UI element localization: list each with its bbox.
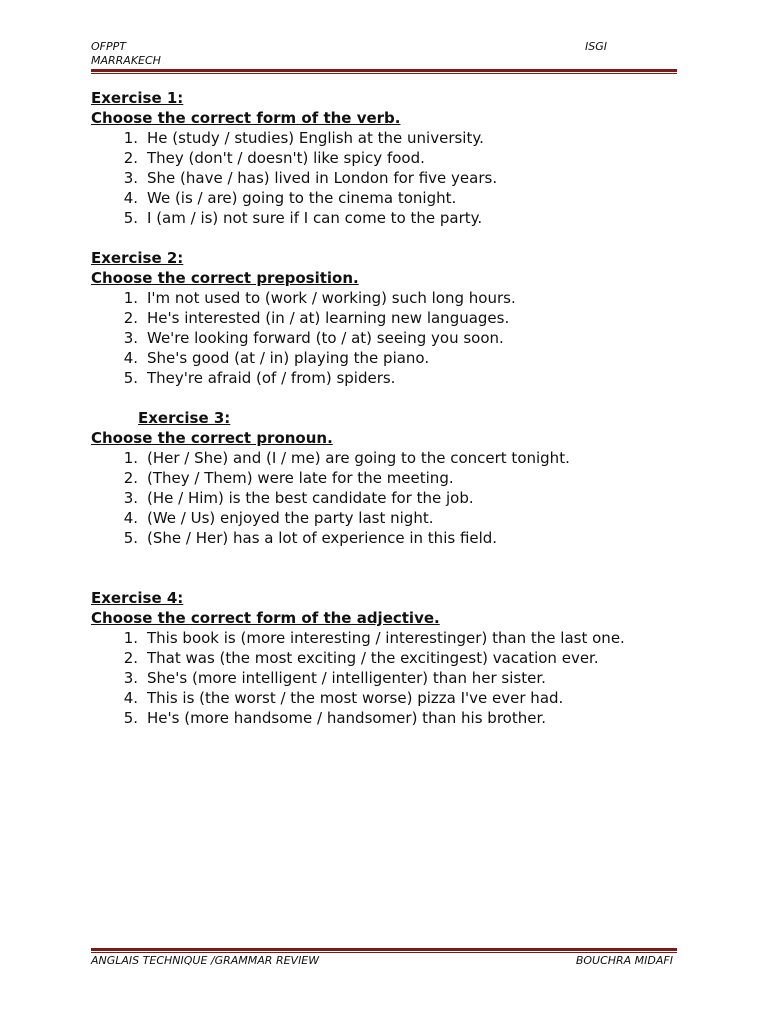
worksheet-content	[91, 88, 681, 728]
item-text: (We / Us) enjoyed the party last night.	[147, 509, 434, 527]
exercise-3	[91, 408, 681, 548]
exercise-instruction: Choose the correct pronoun.	[91, 429, 333, 447]
item-text: He (study / studies) English at the university.	[147, 129, 484, 147]
list-item: 3. We're looking forward (to / at) seeing you soon.	[123, 329, 504, 347]
exercise-title: Exercise 1:	[91, 89, 184, 107]
list-item: 4. (We / Us) enjoyed the party last night.	[123, 509, 434, 527]
list-item: 3. She (have / has) lived in London for five years.	[123, 169, 498, 187]
header-org: OFPPT	[91, 40, 126, 53]
item-text: They're afraid (of / from) spiders.	[147, 369, 396, 387]
item-text: This book is (more interesting / interestinger) than the last one.	[147, 629, 625, 647]
exercise-4	[91, 588, 681, 728]
header-city: MARRAKECH	[91, 54, 161, 67]
item-text: We're looking forward (to / at) seeing you soon.	[147, 329, 504, 347]
item-text: She's good (at / in) playing the piano.	[147, 349, 430, 367]
list-item: 1. I'm not used to (work / working) such long hours.	[123, 289, 516, 307]
footer-right: BOUCHRA MIDAFI	[575, 954, 673, 967]
header-right: ISGI	[585, 40, 607, 53]
list-item: 5. (She / Her) has a lot of experience in this field.	[123, 529, 498, 547]
list-item: 1. This book is (more interesting / interestinger) than the last one.	[123, 629, 625, 647]
footer-left: ANGLAIS TECHNIQUE /GRAMMAR REVIEW	[91, 954, 320, 967]
item-text: We (is / are) going to the cinema tonight.	[147, 189, 457, 207]
list-item: 3. She's (more intelligent / intelligenter) than her sister.	[123, 669, 546, 687]
header-rule	[91, 69, 677, 74]
exercise-list	[91, 128, 681, 228]
exercise-list	[91, 628, 681, 728]
list-item: 4. We (is / are) going to the cinema tonight.	[123, 189, 457, 207]
exercise-instruction: Choose the correct preposition.	[91, 269, 359, 287]
list-item: 2. He's interested (in / at) learning new languages.	[123, 309, 510, 327]
list-item: 1. He (study / studies) English at the university.	[123, 129, 484, 147]
list-item: 4. She's good (at / in) playing the piano.	[123, 349, 430, 367]
exercise-title: Exercise 2:	[91, 249, 184, 267]
exercise-1	[91, 88, 681, 228]
exercise-instruction: Choose the correct form of the verb.	[91, 109, 401, 127]
exercise-2	[91, 248, 681, 388]
item-text: She's (more intelligent / intelligenter) than her sister.	[147, 669, 546, 687]
list-item: 3. (He / Him) is the best candidate for the job.	[123, 489, 474, 507]
item-text: (She / Her) has a lot of experience in this field.	[147, 529, 498, 547]
item-text: (He / Him) is the best candidate for the job.	[147, 489, 474, 507]
footer-rule	[91, 948, 677, 953]
list-item: 2. (They / Them) were late for the meeting.	[123, 469, 454, 487]
list-item: 4. This is (the worst / the most worse) pizza I've ever had.	[123, 689, 564, 707]
list-item: 5. I (am / is) not sure if I can come to the party.	[123, 209, 483, 227]
item-text: He's interested (in / at) learning new languages.	[147, 309, 510, 327]
header-left	[91, 40, 161, 68]
item-text: (They / Them) were late for the meeting.	[147, 469, 454, 487]
exercise-list	[91, 288, 681, 388]
exercise-instruction: Choose the correct form of the adjective.	[91, 609, 440, 627]
exercise-list	[91, 448, 681, 548]
list-item: 5. They're afraid (of / from) spiders.	[123, 369, 396, 387]
item-text: I (am / is) not sure if I can come to the party.	[147, 209, 483, 227]
list-item: 2. They (don't / doesn't) like spicy food.	[123, 149, 425, 167]
list-item: 5. He's (more handsome / handsomer) than his brother.	[123, 709, 547, 727]
item-text: (Her / She) and (I / me) are going to the concert tonight.	[147, 449, 570, 467]
exercise-title: Exercise 3:	[138, 409, 231, 427]
item-text: He's (more handsome / handsomer) than his brother.	[147, 709, 547, 727]
exercise-title: Exercise 4:	[91, 589, 184, 607]
item-text: I'm not used to (work / working) such long hours.	[147, 289, 516, 307]
item-text: They (don't / doesn't) like spicy food.	[147, 149, 425, 167]
list-item: 1. (Her / She) and (I / me) are going to the concert tonight.	[123, 449, 570, 467]
item-text: That was (the most exciting / the excitingest) vacation ever.	[147, 649, 599, 667]
item-text: This is (the worst / the most worse) pizza I've ever had.	[147, 689, 564, 707]
item-text: She (have / has) lived in London for five years.	[147, 169, 498, 187]
list-item: 2. That was (the most exciting / the excitingest) vacation ever.	[123, 649, 599, 667]
